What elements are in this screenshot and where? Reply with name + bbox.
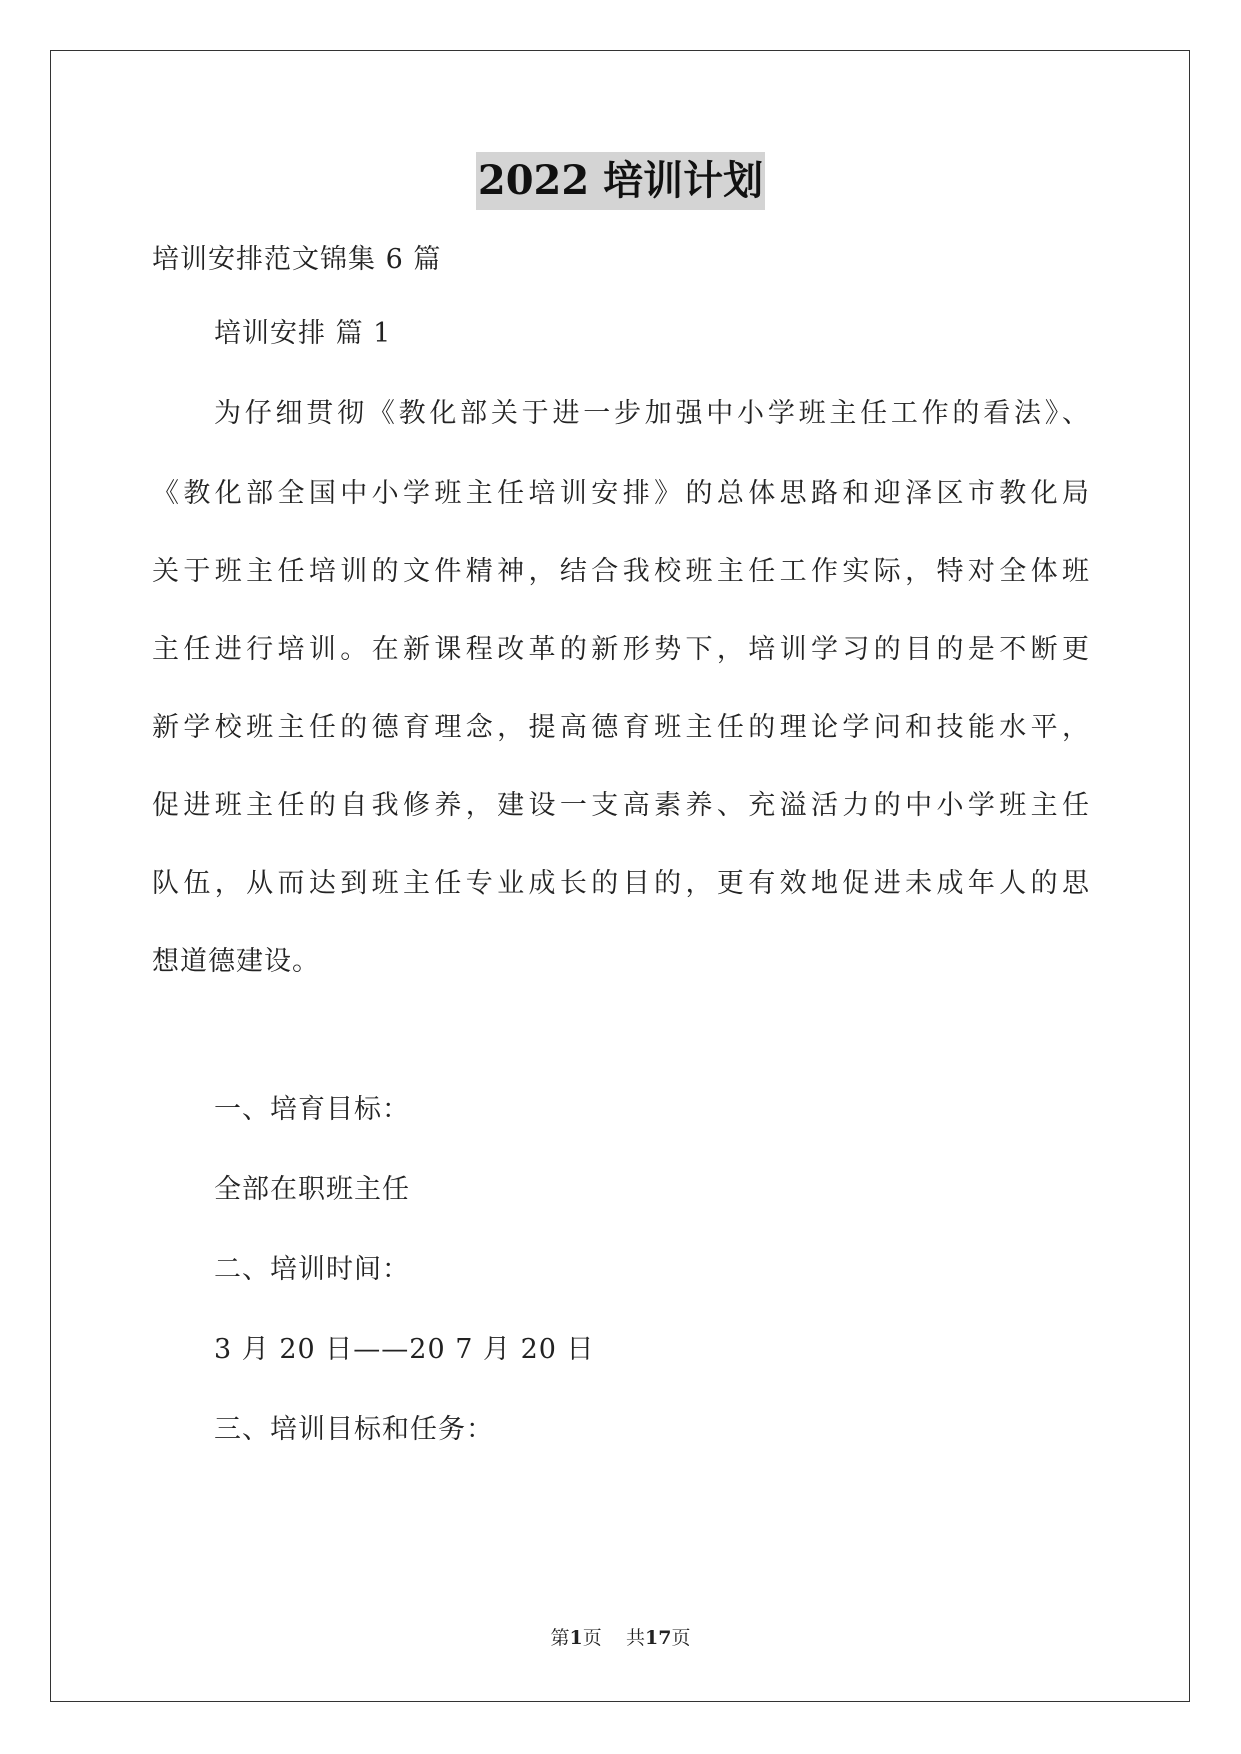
- document-title-text: 2022 培训计划: [476, 152, 765, 210]
- page-footer: [0, 1625, 1241, 1651]
- list-item: 二、培训时间：: [214, 1254, 410, 1285]
- paragraph-line: 关于班主任培训的文件精神，结合我校班主任工作实际，特对全体班: [152, 556, 1090, 587]
- paragraph-line: 促进班主任的自我修养，建设一支高素养、充溢活力的中小学班主任: [152, 790, 1090, 821]
- list-item: 全部在职班主任: [214, 1174, 410, 1205]
- section-heading: 培训安排 篇 1: [214, 318, 392, 349]
- paragraph-line-last: 想道德建设。: [152, 946, 320, 977]
- footer-total-unit: 页: [671, 1627, 691, 1649]
- paragraph-line: 主任进行培训。在新课程改革的新形势下，培训学习的目的是不断更: [152, 634, 1090, 665]
- document-title: [0, 152, 1241, 210]
- paragraph-line: 为仔细贯彻《教化部关于进一步加强中小学班主任工作的看法》、: [214, 398, 1090, 429]
- footer-page-unit: 页: [582, 1627, 602, 1649]
- list-item: 3 月 20 日——20 7 月 20 日: [214, 1334, 595, 1365]
- footer-page-total: 17: [644, 1627, 672, 1649]
- document-subtitle: 培训安排范文锦集 6 篇: [152, 244, 442, 275]
- paragraph-line: 新学校班主任的德育理念，提高德育班主任的理论学问和技能水平，: [152, 712, 1090, 743]
- footer-page-current: 1: [569, 1627, 583, 1649]
- list-item: 一、培育目标：: [214, 1094, 410, 1125]
- paragraph-line: 队伍，从而达到班主任专业成长的目的，更有效地促进未成年人的思: [152, 868, 1090, 899]
- footer-page-prefix: 第: [550, 1627, 570, 1649]
- list-item: 三、培训目标和任务：: [214, 1414, 494, 1445]
- footer-total-prefix: 共: [625, 1627, 645, 1649]
- paragraph-line: 《教化部全国中小学班主任培训安排》的总体思路和迎泽区市教化局: [152, 478, 1090, 509]
